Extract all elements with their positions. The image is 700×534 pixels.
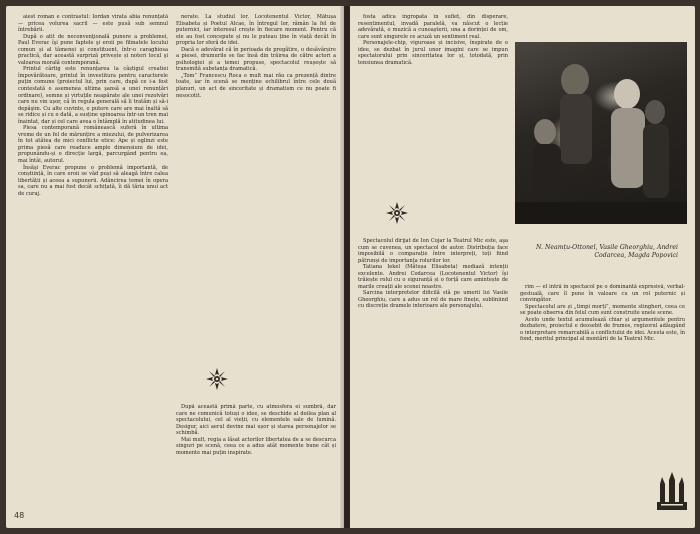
right-page	[350, 6, 695, 528]
right-column-1-bottom	[358, 238, 508, 518]
ornament-icon	[206, 368, 228, 390]
paragraph: Spectacolul dirijat de Ion Cojar la Teatrul Mic este, aşa cum se cuvenea, un spectacol de autor. Distribuția face imposibilă o comparație între interpreți, toți fiind pătrunși de importanța rolurilor lor.	[358, 238, 508, 264]
stage-photo	[515, 42, 687, 224]
paragraph: După această primă parte, cu atmosfera ei sumbră, dar care ne comunică totuși o idee, se deschide al doilea plan al spectacolului, cel al vieții, cu elementele sale de lumină. Desigur, aici aerul devine mai ușor și starea personajelor se schimbă.	[176, 404, 336, 437]
paragraph: Dacă e adevărat că în perioada de pregătire, o desăvârșire a piesei, drumurile se fac însă din trăirea de către actori a psihologiei și a temei propuse, spectacolul reușește să transmită substanța dramatică.	[176, 46, 336, 73]
left-column-1	[18, 14, 168, 502]
paragraph: Sarcina interpretelor dificilă stă pe umerii lui Vasile Gheorghiu, care a adus un rol de mare finețe, subliniind cu discreție dramele interioare ale personajului.	[358, 290, 508, 310]
paragraph: Tatiana Iekel (Mătușa Elisabeta) mediază intenții excelente. Andrei Codarcea (Locotenentul Victor) își trăiește rolul cu o siguranță și o forță care amintește de marile creații ale scenei noastre.	[358, 264, 508, 290]
paragraph: nerate. La studiul lor, Locotenentul Victor, Mătușa Elisabeta și Poetul Alcae, în întregul lor, rămân la fel de puternici, iar interesul crește în fiecare moment. Pentru că ele au fost concepute și nu le puteau ține în viață decât în propria lor sferă de idei.	[176, 14, 336, 47]
paragraph: Mai mult, regia a lăsat actorilor libertatea de a se descurca singuri pe scenă, ceea ce a adus atât momente bune cât și momente mai puțin inspirate.	[176, 436, 336, 456]
paragraph: Printul cârtig este renunțarea la câștigul creatiei împovărătoare, printul în investitura pentru caracterele puțin comune (proiectul lui, prin care, după ce i-a fost contestată o asemenea ultima şansă a unei renunțări ordinare), semne și virtuțile neapărate ale unei rezolvări care nu vin ușor, că în regula generală să îi tratăm și să-i depăşim. Cu alte cuvinte, o putere care are mai înaltă să se ridice și cu o dată, a susține spinoarea într-un tren mai înaintat, dar și cel care avea o întâmplă în atitudinea lui.	[18, 66, 168, 125]
paragraph: Acelo unde textul acumulează chiar și argumentele pentru dezbatere, proiectul e deosebit de frumos, regizorul adăugând o interpretare remarcabilă a conflictului de idei. Acesta este, în fond, meritul principal al montării de la Teatrul Mic.	[520, 316, 685, 343]
paragraph: Personajele-chip, viguroase și incisive, înspirate de o idee, se dezbat în jurul unor imagini care se impun spectatorului prin sinceritatea lor și, totodată, prin tensiunea dramatică.	[358, 40, 508, 66]
paragraph: Însăşi Everac propune o problemă importantă, de conștiință, în care eroii se văd puși să aleagă între calea libertății și aceea a supunerii. Adâncirea temei în opera sa, care nu a mai fost decât schițată, îi dă tăria unui act de curaj.	[18, 164, 168, 197]
paragraph: fosta adica îngropata în suflet, din disperare, resentimentul, invadă paralelă, va născut o lecție adevărată, o muzică a cunoașterii, una a dorinței de om, care sunt singurele ce acuză un sentiment real.	[358, 14, 508, 40]
left-column-2-top	[176, 14, 336, 314]
paragraph: rim — el intră în spectacol pe o dominantă expresivă, verbal-gestuală, care îl pune în valoare cu un rol puternic și convingător.	[520, 284, 685, 304]
paragraph: aiest roman e contrastul: Iordan virata abia renunțată — pricea volurea sacril — este pusă sub semnul întrebării.	[18, 14, 168, 34]
photo-figures	[515, 42, 687, 224]
paragraph: Spectacolul are și „timpi morți”, momente stingheri, ceea ce se poate observa din felul cum sunt construite unele scene.	[520, 303, 685, 317]
right-column-1-top	[358, 14, 508, 184]
paragraph: „Tom” Francescu Roca e mult mai rău ca prezență dintre toate, iar în scenă se menține echilibrul între cele două planuri, un act de sinceritate și dramatism ce nu poate fi nesocotit.	[176, 72, 336, 99]
paragraph: Piesa contemporană românească suferă în ultima vreme de un fel de mărunțire a miezului, de pulverizarea în tot atâtea de mici conflicte etice: Ape și oglinzi este prima piesă care readuce ample dimensiuni de idei, propunându-și o direcție largă, parcurgând pentru ea, mai întâi, autorul.	[18, 125, 168, 165]
paragraph: După o atit de neconvenţională punere a problemei, Paul Everac îşi pune faptele şi eroii pe filmatele locului comun și al tâmenei și constituent, într-o caraghiosa practică, dar această surpriză privește și noteri locul şi valoarea morală contemporană.	[18, 33, 168, 66]
left-page	[6, 6, 344, 528]
page-number: 48	[14, 511, 25, 520]
ornament-icon	[386, 202, 408, 224]
theater-emblem-icon	[655, 472, 689, 512]
photo-caption: N. Neamțu-Ottonel, Vasile Gheorghiu, Andrei Codarcea, Magda Popovici	[536, 244, 678, 259]
left-column-2-bottom	[176, 404, 336, 514]
